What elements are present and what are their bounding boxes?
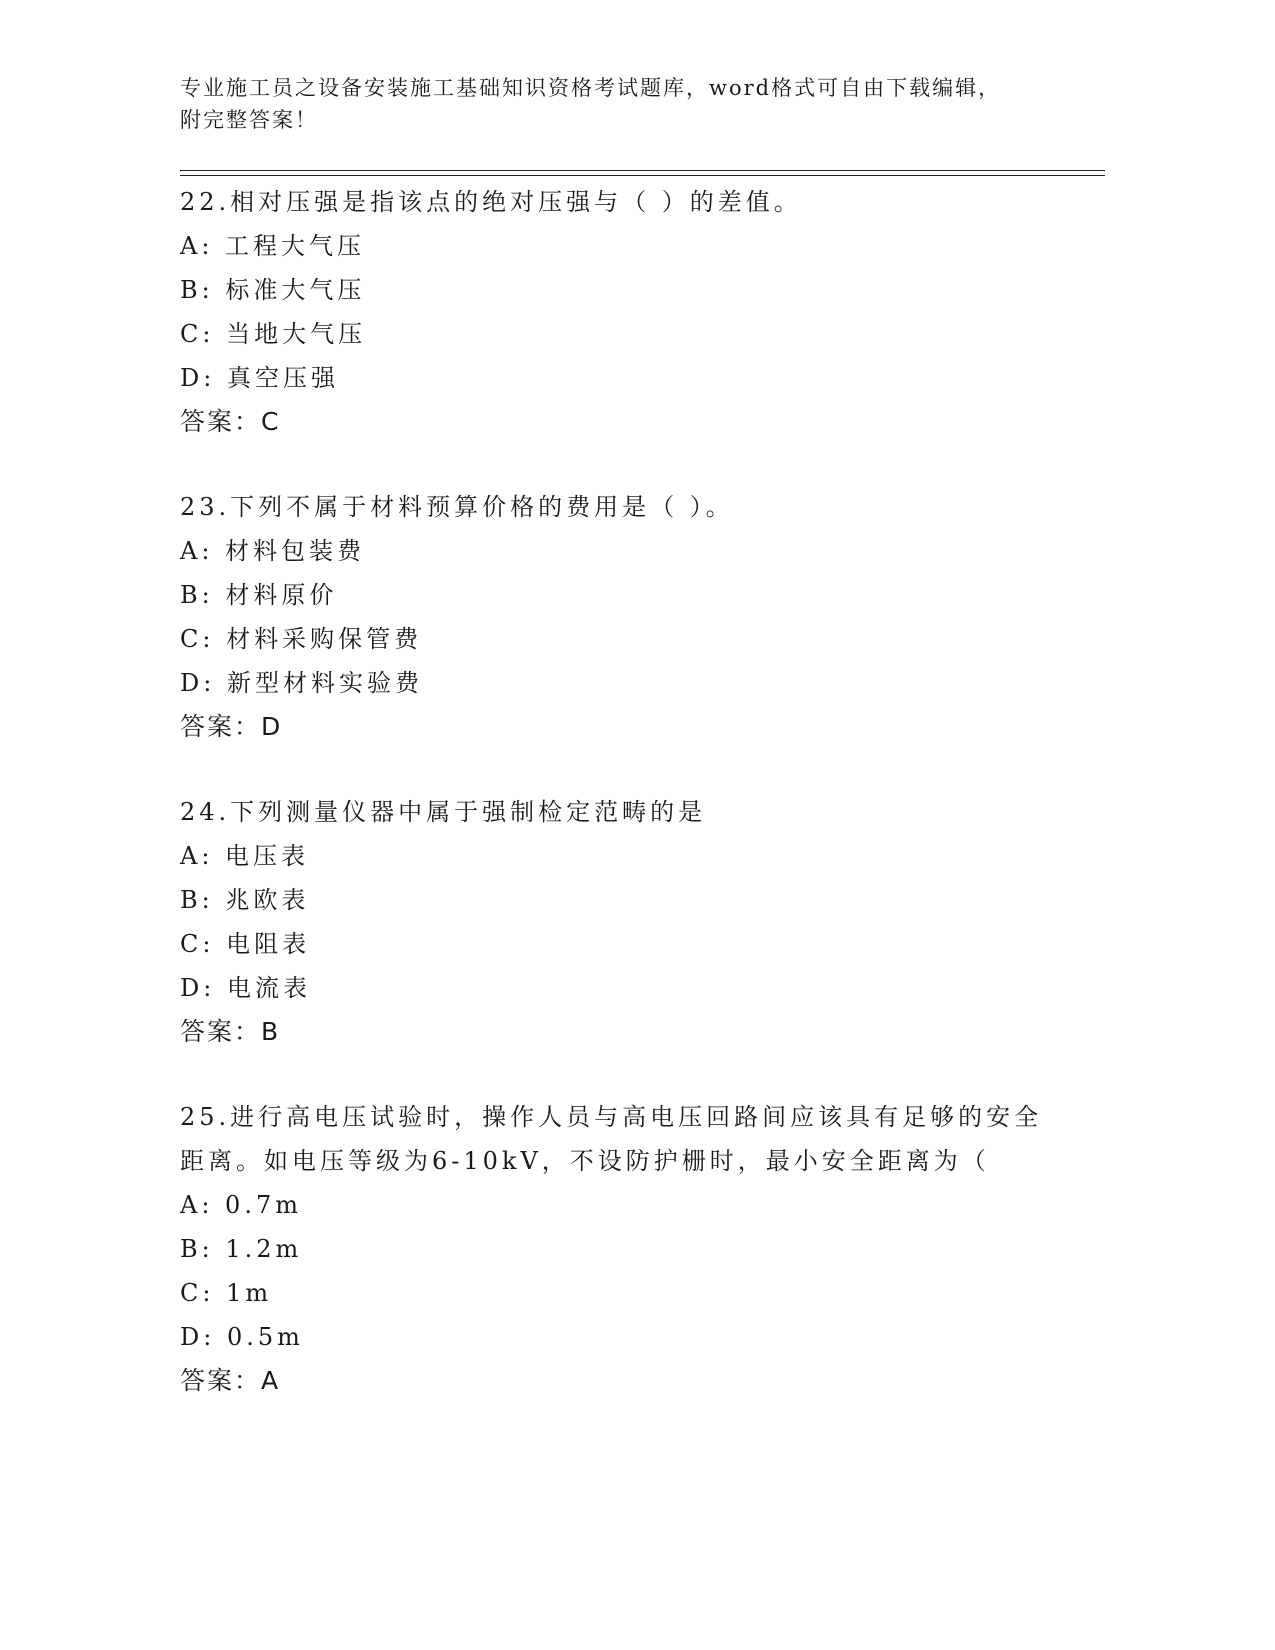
option-a xyxy=(180,834,1080,878)
option-letter: B: xyxy=(180,581,226,609)
option-d xyxy=(180,1315,1080,1359)
option-b xyxy=(180,268,1080,312)
option-letter: D: xyxy=(180,669,227,697)
option-text: 0.5m xyxy=(226,1323,304,1351)
question-24 xyxy=(180,790,1080,1054)
option-d xyxy=(180,356,1080,400)
question-25 xyxy=(180,1095,1080,1403)
option-letter: A: xyxy=(180,232,226,260)
header-divider-bottom xyxy=(180,175,1105,176)
option-text: 标准大气压 xyxy=(225,276,366,304)
option-text: 材料原价 xyxy=(225,581,338,609)
option-c xyxy=(180,922,1080,966)
option-c xyxy=(180,312,1080,356)
option-a xyxy=(180,1183,1080,1227)
option-a xyxy=(180,529,1080,573)
option-text: 工程大气压 xyxy=(225,232,366,260)
option-text: 兆欧表 xyxy=(225,886,310,914)
option-b xyxy=(180,878,1080,922)
answer: 答案：C xyxy=(180,407,281,436)
option-text: 电流表 xyxy=(226,974,311,1002)
option-c xyxy=(180,617,1080,661)
option-text: 电阻表 xyxy=(226,930,311,958)
option-letter: D: xyxy=(180,974,227,1002)
answer: 答案：A xyxy=(180,1366,281,1395)
option-letter: A: xyxy=(180,842,226,870)
option-letter: C: xyxy=(180,1279,227,1307)
question-23 xyxy=(180,485,1080,749)
option-b xyxy=(180,573,1080,617)
question-stem-line-2: 距离。如电压等级为6-10kV，不设防护栅时，最小安全距离为（ xyxy=(180,1147,990,1175)
option-letter: A: xyxy=(180,1191,226,1219)
option-text: 新型材料实验费 xyxy=(226,669,423,697)
question-stem: 22.相对压强是指该点的绝对压强与（ ）的差值。 xyxy=(180,188,802,216)
question-stem: 23.下列不属于材料预算价格的费用是（ ）。 xyxy=(180,493,734,521)
option-text: 真空压强 xyxy=(226,364,339,392)
option-text: 电压表 xyxy=(225,842,310,870)
option-letter: C: xyxy=(180,625,227,653)
option-letter: C: xyxy=(180,930,227,958)
question-22 xyxy=(180,180,1080,444)
option-c xyxy=(180,1271,1080,1315)
option-letter: D: xyxy=(180,1323,227,1351)
document-header xyxy=(180,72,1060,136)
question-stem: 24.下列测量仪器中属于强制检定范畴的是 xyxy=(180,798,707,826)
option-letter: A: xyxy=(180,537,226,565)
option-b xyxy=(180,1227,1080,1271)
option-d xyxy=(180,966,1080,1010)
header-divider-top xyxy=(180,170,1105,171)
option-text: 1.2m xyxy=(225,1235,303,1263)
header-line-1: 专业施工员之设备安装施工基础知识资格考试题库，word格式可自由下载编辑， xyxy=(180,76,1002,100)
answer: 答案：B xyxy=(180,1017,281,1046)
option-letter: B: xyxy=(180,1235,226,1263)
option-text: 1m xyxy=(226,1279,273,1307)
header-line-2: 附完整答案！ xyxy=(180,108,318,132)
option-text: 当地大气压 xyxy=(226,320,367,348)
option-a xyxy=(180,224,1080,268)
option-text: 0.7m xyxy=(225,1191,302,1219)
option-text: 材料采购保管费 xyxy=(226,625,423,653)
option-letter: C: xyxy=(180,320,227,348)
option-letter: B: xyxy=(180,276,226,304)
option-text: 材料包装费 xyxy=(225,537,366,565)
answer: 答案：D xyxy=(180,712,283,741)
option-letter: D: xyxy=(180,364,227,392)
option-letter: B: xyxy=(180,886,226,914)
option-d xyxy=(180,661,1080,705)
question-stem-line-1: 25.进行高电压试验时，操作人员与高电压回路间应该具有足够的安全 xyxy=(180,1103,1043,1131)
